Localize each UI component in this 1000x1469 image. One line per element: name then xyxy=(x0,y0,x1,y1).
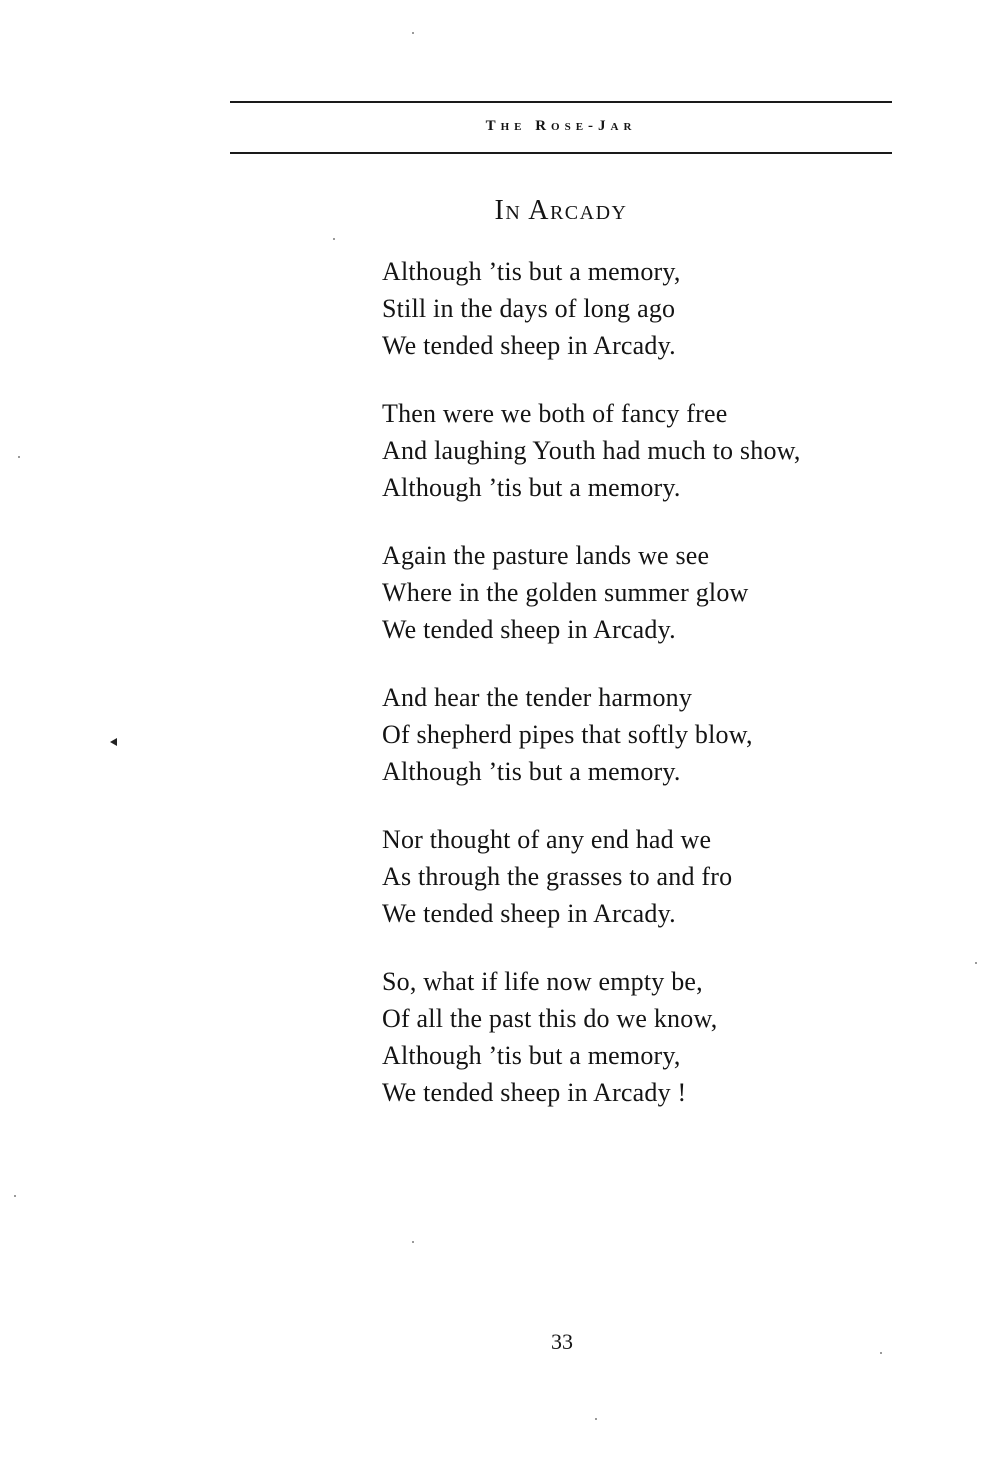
poem-line: Then were we both of fancy free xyxy=(382,399,728,428)
running-head: The Rose-Jar xyxy=(485,118,637,134)
poem-title: In Arcady xyxy=(494,195,628,226)
poem-body xyxy=(382,253,942,1142)
poem-line: Nor thought of any end had we xyxy=(382,825,712,854)
poem-line: We tended sheep in Arcady. xyxy=(382,331,676,360)
paper-speck xyxy=(18,456,20,458)
page-number: 33 xyxy=(551,1329,573,1354)
paper-speck xyxy=(975,962,977,964)
stanza xyxy=(382,253,942,364)
stanza xyxy=(382,395,942,506)
poem-line: Of shepherd pipes that softly blow, xyxy=(382,720,753,749)
poem-line: We tended sheep in Arcady. xyxy=(382,615,676,644)
paper-speck xyxy=(412,32,414,34)
paper-speck xyxy=(595,1418,597,1420)
stanza xyxy=(382,537,942,648)
poem-line: Of all the past this do we know, xyxy=(382,1004,718,1033)
paper-speck xyxy=(14,1195,16,1197)
poem-line: Although ’tis but a memory. xyxy=(382,757,681,786)
poem-line: Although ’tis but a memory. xyxy=(382,473,681,502)
poem-line: Still in the days of long ago xyxy=(382,294,676,323)
paper-speck xyxy=(880,1352,882,1354)
header-rule-bottom xyxy=(230,152,892,154)
poem-line: So, what if life now empty be, xyxy=(382,967,703,996)
stanza xyxy=(382,821,942,932)
poem-line: Again the pasture lands we see xyxy=(382,541,710,570)
margin-mark-icon xyxy=(110,738,117,746)
poem-line: And laughing Youth had much to show, xyxy=(382,436,801,465)
poem-line: And hear the tender harmony xyxy=(382,683,693,712)
paper-speck xyxy=(333,238,335,240)
poem-line: We tended sheep in Arcady ! xyxy=(382,1078,687,1107)
poem-line: Where in the golden summer glow xyxy=(382,578,749,607)
poem-line: Although ’tis but a memory, xyxy=(382,257,681,286)
header-rule-top xyxy=(230,101,892,103)
stanza xyxy=(382,679,942,790)
poem-line: We tended sheep in Arcady. xyxy=(382,899,676,928)
poem-line: Although ’tis but a memory, xyxy=(382,1041,681,1070)
paper-speck xyxy=(412,1241,414,1243)
poem-line: As through the grasses to and fro xyxy=(382,862,733,891)
stanza xyxy=(382,963,942,1111)
